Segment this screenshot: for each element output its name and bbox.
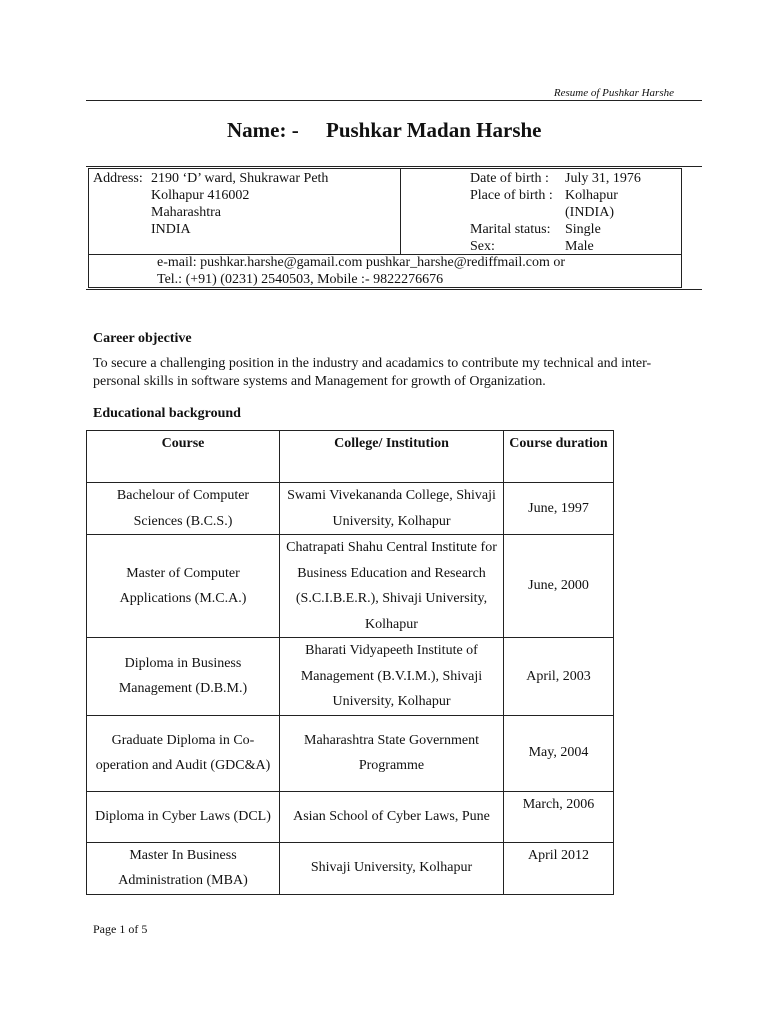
institution-cell: Maharashtra State Government Programme: [280, 715, 504, 791]
pob-value: Kolhapur: [565, 188, 618, 203]
table-row: [87, 638, 614, 716]
pob-country: (INDIA): [565, 205, 614, 220]
course-cell: Diploma in Cyber Laws (DCL): [87, 791, 280, 842]
column-header: Course duration: [504, 431, 614, 483]
address-lines: [151, 170, 328, 238]
pob-label: Place of birth :: [470, 188, 553, 203]
career-objective-heading: Career objective: [93, 331, 192, 346]
column-header: Course: [87, 431, 280, 483]
sex-value: Male: [565, 239, 594, 254]
course-cell: Master In Business Administration (MBA): [87, 842, 280, 894]
contact-details: [157, 254, 565, 288]
duration-cell: May, 2004: [504, 715, 614, 791]
name-label: Name: -: [227, 118, 299, 142]
personal-info-values: [565, 170, 641, 255]
table-header-row: [87, 431, 614, 483]
address-label: Address:: [93, 171, 143, 186]
blank-label: [470, 204, 553, 221]
duration-cell: March, 2006: [504, 791, 614, 842]
duration-cell: April 2012: [504, 842, 614, 894]
contact-box-divider: [400, 168, 401, 254]
institution-cell: Chatrapati Shahu Central Institute for Business Education and Research (S.C.I.B.E.R.), Shivaji University, Kolhapur: [280, 535, 504, 638]
address-line: 2190 ‘D’ ward, Shukrawar Peth: [151, 171, 329, 186]
personal-info-labels: [470, 170, 553, 255]
institution-cell: Shivaji University, Kolhapur: [280, 842, 504, 894]
table-row: [87, 483, 614, 535]
institution-cell: Swami Vivekananda College, Shivaji University, Kolhapur: [280, 483, 504, 535]
address-rule-top: [86, 166, 702, 167]
course-cell: Bachelour of Computer Sciences (B.C.S.): [87, 483, 280, 535]
duration-cell: June, 2000: [504, 535, 614, 638]
marital-label: Marital status:: [470, 222, 551, 237]
duration-cell: April, 2003: [504, 638, 614, 716]
candidate-name: Pushkar Madan Harshe: [326, 118, 542, 142]
career-objective-text: To secure a challenging position in the industry and acadamics to contribute my technical and inter-personal skills in software systems and Management for growth of Organization.: [93, 356, 652, 389]
table-row: [87, 842, 614, 894]
page-number: Page 1 of 5: [93, 922, 148, 936]
table-row: [87, 791, 614, 842]
course-cell: Master of Computer Applications (M.C.A.): [87, 535, 280, 638]
institution-cell: Bharati Vidyapeeth Institute of Management (B.V.I.M.), Shivaji University, Kolhapur: [280, 638, 504, 716]
course-cell: Diploma in Business Management (D.B.M.): [87, 638, 280, 716]
address-line: Maharashtra: [151, 205, 221, 220]
dob-label: Date of birth :: [470, 171, 549, 186]
email-line: e-mail: pushkar.harshe@gamail.com pushkar_harshe@rediffmail.com or: [157, 255, 566, 270]
address-line: Kolhapur 416002: [151, 188, 250, 203]
duration-cell: June, 1997: [504, 483, 614, 535]
marital-value: Single: [565, 222, 601, 237]
dob-value: July 31, 1976: [565, 171, 641, 186]
course-cell: Graduate Diploma in Co-operation and Audit (GDC&A): [87, 715, 280, 791]
header-rule: [86, 100, 702, 101]
table-row: [87, 535, 614, 638]
education-heading: Educational background: [93, 406, 241, 421]
address-line: INDIA: [151, 222, 191, 237]
table-row: [87, 715, 614, 791]
phone-line: Tel.: (+91) (0231) 2540503, Mobile :- 9822276676: [157, 272, 444, 287]
sex-label: Sex:: [470, 239, 495, 254]
column-header: College/ Institution: [280, 431, 504, 483]
address-rule-bottom: [86, 289, 702, 290]
education-table: [86, 430, 614, 895]
institution-cell: Asian School of Cyber Laws, Pune: [280, 791, 504, 842]
running-header: Resume of Pushkar Harshe: [553, 87, 674, 99]
